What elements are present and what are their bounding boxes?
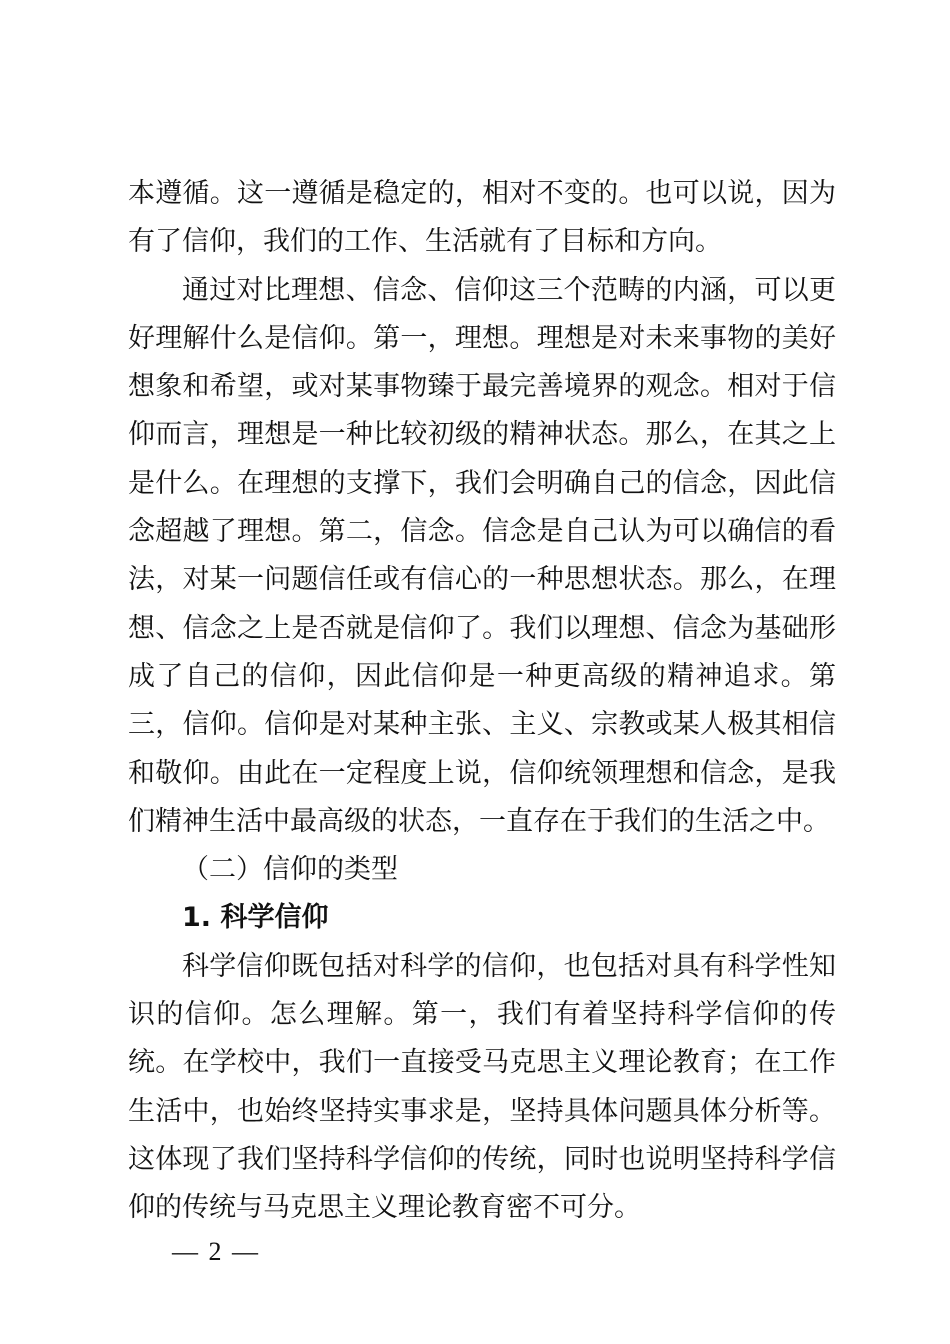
paragraph-ideal-belief-faith: 通过对比理想、信念、信仰这三个范畴的内涵，可以更好理解什么是信仰。第一，理想。理想是对未来事物的美好想象和希望，或对某事物臻于最完善境界的观念。相对于信仰而言，理想是一种比较初级的精神状态。那么，在其之上是什么。在理想的支撑下，我们会明确自己的信念，因此信念超越了理想。第二，信念。信念是自己认为可以确信的看法，对某一问题信任或有信心的一种思想状态。那么，在理想、信念之上是否就是信仰了。我们以理想、信念为基础形成了自己的信仰，因此信仰是一种更高级的精神追求。第三，信仰。信仰是对某种主张、主义、宗教或某人极其相信和敬仰。由此在一定程度上说，信仰统领理想和信念，是我们精神生活中最高级的状态，一直存在于我们的生活之中。	[128, 274, 836, 837]
page-number: — 2 —	[172, 1237, 260, 1266]
subsection-heading: 1. 科学信仰	[182, 902, 329, 934]
paragraph-continuation: 本遵循。这一遵循是稳定的，相对不变的。也可以说，因为有了信仰，我们的工作、生活就有了目标和方向。	[128, 178, 836, 258]
document-body	[128, 170, 836, 1233]
paragraph-scientific-faith: 科学信仰既包括对科学的信仰，也包括对具有科学性知识的信仰。怎么理解。第一，我们有着坚持科学信仰的传统。在学校中，我们一直接受马克思主义理论教育；在工作生活中，也始终坚持实事求是，坚持具体问题具体分析等。这体现了我们坚持科学信仰的传统，同时也说明坚持科学信仰的传统与马克思主义理论教育密不可分。	[128, 950, 836, 1224]
section-heading: （二）信仰的类型	[182, 854, 398, 886]
